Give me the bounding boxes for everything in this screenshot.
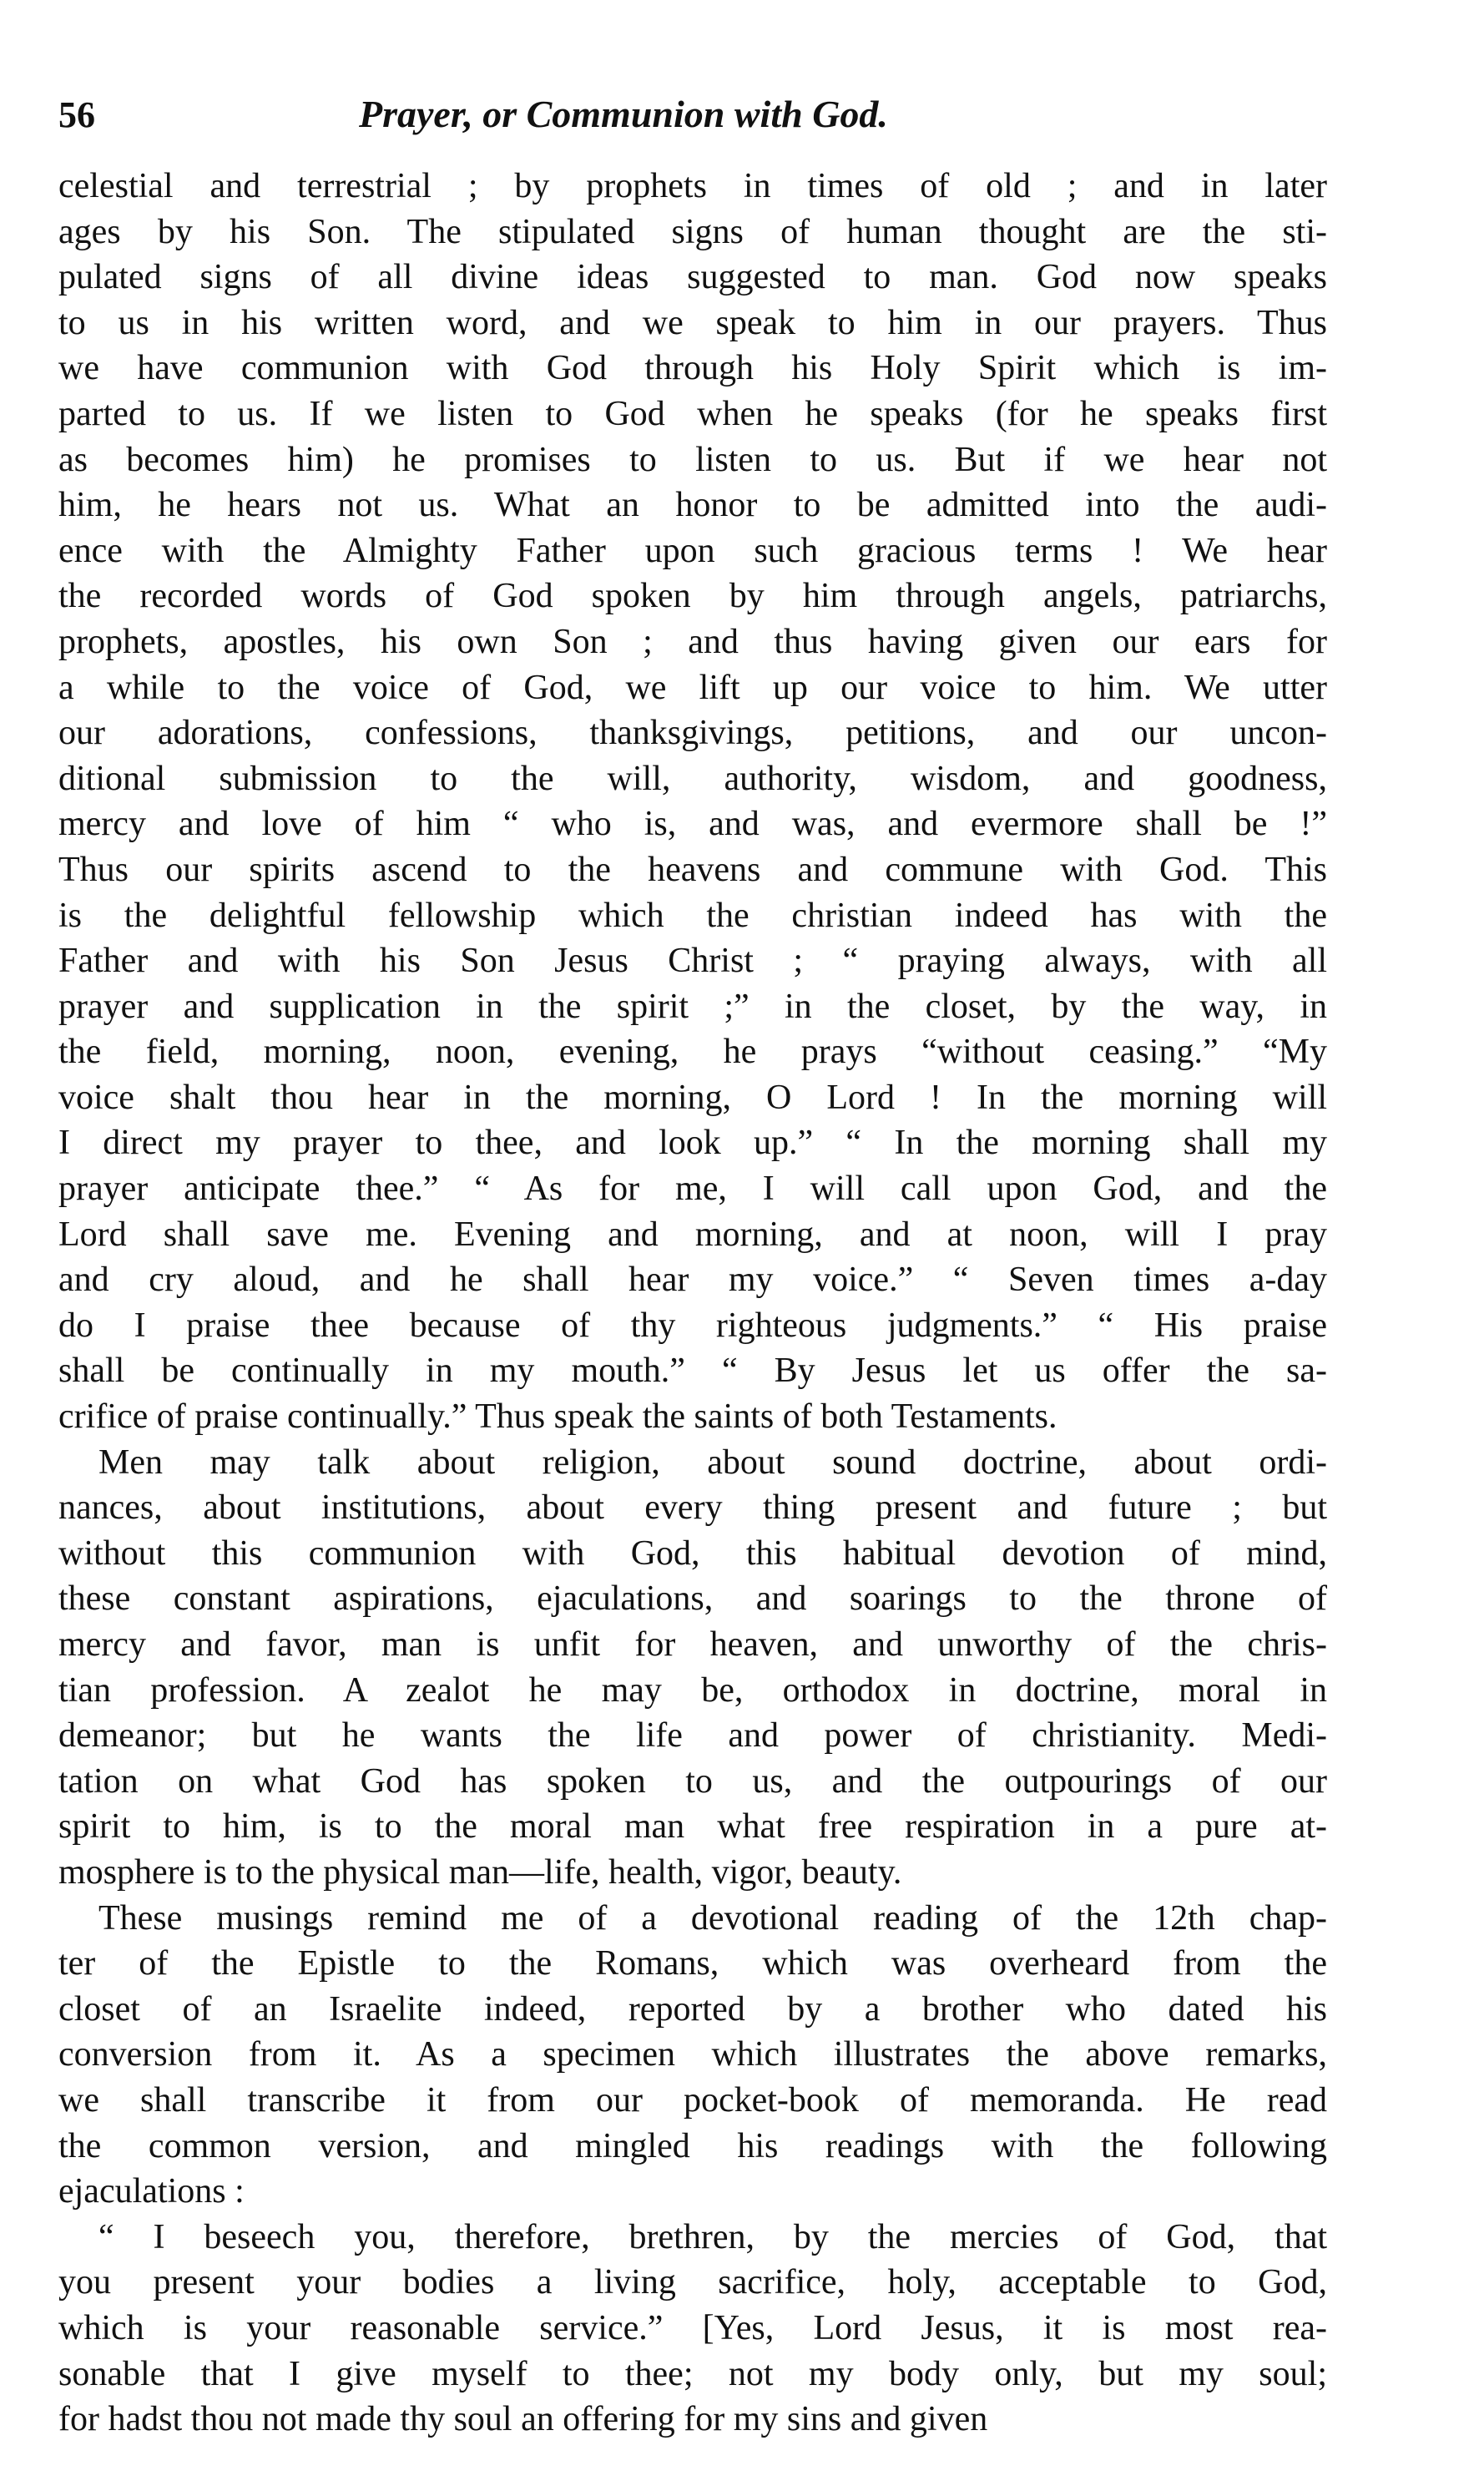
text-line: a while to the voice of God, we lift up our voice to him. We utter bbox=[58, 668, 1327, 707]
text-line: crifice of praise continually.” Thus speak the saints of both Testaments. bbox=[58, 1397, 1057, 1437]
text-line: spirit to him, is to the moral man what free respiration in a pure at- bbox=[58, 1807, 1327, 1847]
text-line: mosphere is to the physical man—life, health, vigor, beauty. bbox=[58, 1852, 902, 1892]
text-line: sonable that I give myself to thee; not my body only, but my soul; bbox=[58, 2354, 1327, 2393]
text-line: as becomes him) he promises to listen to us. But if we hear not bbox=[58, 440, 1327, 479]
text-line: demeanor; but he wants the life and power of christianity. Medi- bbox=[58, 1716, 1327, 1756]
text-line: shall be continually in my mouth.” “ By Jesus let us offer the sa- bbox=[58, 1352, 1327, 1391]
text-line: prayer and supplication in the spirit ;” in the closet, by the way, in bbox=[58, 987, 1327, 1026]
text-line: ejaculations : bbox=[58, 2172, 245, 2211]
text-line: ages by his Son. The stipulated signs of human thought are the sti- bbox=[58, 212, 1327, 251]
text-line: ence with the Almighty Father upon such gracious terms ! We hear bbox=[58, 531, 1327, 570]
text-line: mercy and favor, man is unfit for heaven, and unworthy of the chris- bbox=[58, 1625, 1327, 1664]
page-number: 56 bbox=[58, 94, 95, 135]
text-line: pulated signs of all divine ideas suggested to man. God now speaks bbox=[58, 258, 1327, 297]
paragraph bbox=[58, 1896, 1327, 2215]
text-line: Men may talk about religion, about sound doctrine, about ordi- bbox=[98, 1443, 1327, 1482]
text-line: the recorded words of God spoken by him through angels, patriarchs, bbox=[58, 577, 1327, 616]
book-page bbox=[58, 92, 1327, 2443]
text-line: these constant aspirations, ejaculations, and soarings to the throne of bbox=[58, 1579, 1327, 1619]
text-line: celestial and terrestrial ; by prophets in times of old ; and in later bbox=[58, 167, 1327, 205]
text-line: the common version, and mingled his readings with the following bbox=[58, 2126, 1327, 2165]
text-line: parted to us. If we listen to God when he speaks (for he speaks first bbox=[58, 394, 1327, 433]
text-line: prayer anticipate thee.” “ As for me, I will call upon God, and the bbox=[58, 1170, 1327, 1209]
text-line: conversion from it. As a specimen which illustrates the above remarks, bbox=[58, 2035, 1327, 2074]
text-line: closet of an Israelite indeed, reported by a brother who dated his bbox=[58, 1989, 1327, 2029]
text-line: tation on what God has spoken to us, and the outpourings of our bbox=[58, 1761, 1327, 1801]
text-line: which is your reasonable service.” [Yes, Lord Jesus, it is most rea- bbox=[58, 2308, 1327, 2347]
paragraph bbox=[58, 2215, 1327, 2443]
text-line: These musings remind me of a devotional reading of the 12th chap- bbox=[98, 1898, 1327, 1938]
paragraph bbox=[58, 164, 1327, 1440]
text-line: we shall transcribe it from our pocket-book of memoranda. He read bbox=[58, 2080, 1327, 2120]
text-line: Thus our spirits ascend to the heavens and commune with God. This bbox=[58, 850, 1327, 889]
page-header bbox=[58, 92, 1327, 142]
text-line: tian profession. A zealot he may be, orthodox in doctrine, moral in bbox=[58, 1670, 1327, 1710]
running-head: Prayer, or Communion with God. bbox=[359, 93, 888, 135]
text-line: for hadst thou not made thy soul an offering for my sins and given bbox=[58, 2400, 988, 2439]
text-line: to us in his written word, and we speak to him in our prayers. Thus bbox=[58, 303, 1327, 342]
text-line: him, he hears not us. What an honor to be admitted into the audi- bbox=[58, 486, 1327, 525]
text-line: is the delightful fellowship which the christian indeed has with the bbox=[58, 896, 1327, 935]
text-line: the field, morning, noon, evening, he prays “without ceasing.” “My bbox=[58, 1033, 1327, 1072]
paragraph bbox=[58, 1440, 1327, 1896]
text-line: prophets, apostles, his own Son ; and thus having given our ears for bbox=[58, 622, 1327, 661]
text-line: ter of the Epistle to the Romans, which was overheard from the bbox=[58, 1944, 1327, 1983]
body-text bbox=[58, 164, 1327, 2443]
text-line: I direct my prayer to thee, and look up.” “ In the morning shall my bbox=[58, 1124, 1327, 1163]
text-line: and cry aloud, and he shall hear my voice.” “ Seven times a-day bbox=[58, 1261, 1327, 1300]
text-line: without this communion with God, this habitual devotion of mind, bbox=[58, 1534, 1327, 1573]
text-line: Lord shall save me. Evening and morning, and at noon, will I pray bbox=[58, 1215, 1327, 1254]
text-line: we have communion with God through his Holy Spirit which is im- bbox=[58, 349, 1327, 388]
text-line: ditional submission to the will, authority, wisdom, and goodness, bbox=[58, 759, 1327, 798]
text-line: voice shalt thou hear in the morning, O Lord ! In the morning will bbox=[58, 1078, 1327, 1117]
text-line: nances, about institutions, about every thing present and future ; but bbox=[58, 1488, 1327, 1528]
text-line: our adorations, confessions, thanksgivings, petitions, and our uncon- bbox=[58, 714, 1327, 753]
text-line: Father and with his Son Jesus Christ ; “ praying always, with all bbox=[58, 942, 1327, 981]
text-line: do I praise thee because of thy righteous judgments.” “ His praise bbox=[58, 1306, 1327, 1345]
text-line: “ I beseech you, therefore, brethren, by the mercies of God, that bbox=[98, 2217, 1327, 2256]
text-line: mercy and love of him “ who is, and was, and evermore shall be !” bbox=[58, 805, 1327, 844]
text-line: you present your bodies a living sacrifice, holy, acceptable to God, bbox=[58, 2263, 1327, 2302]
